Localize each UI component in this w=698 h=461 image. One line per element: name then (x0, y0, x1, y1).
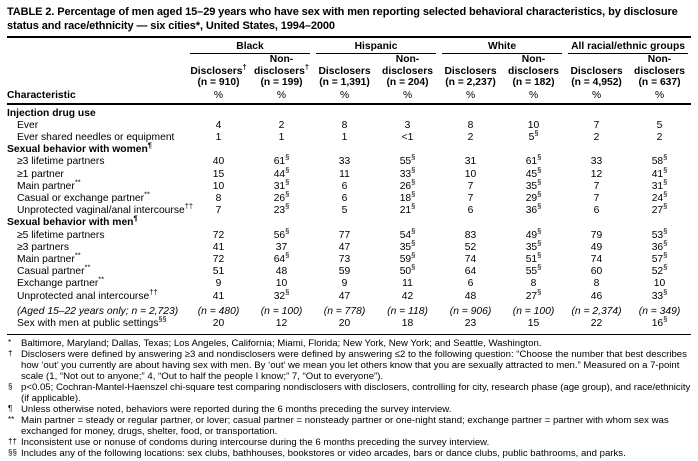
spacer-cell (7, 38, 187, 54)
value-cell: 41 (212, 241, 225, 253)
value-cell: 79 (590, 229, 603, 241)
data-row (7, 318, 691, 330)
row-label: ≥1 partner (17, 168, 64, 180)
column-group-header: All racial/ethnic groups (565, 38, 691, 54)
footnote (7, 349, 691, 382)
value-cell: 6 (593, 205, 600, 217)
value-cell: 48 (275, 266, 288, 278)
value-cell: 6 (467, 278, 474, 290)
data-table (7, 38, 691, 330)
value-cell: 55§ (525, 262, 542, 278)
value-cell: 51 (212, 266, 225, 278)
footnote-symbol: §§ (8, 448, 17, 458)
column-group-header: Black (187, 38, 313, 54)
value-cell: 72 (212, 253, 225, 265)
note-row (7, 303, 691, 318)
value-cell: (n = 906) (449, 305, 492, 317)
characteristic-header: Characteristic (7, 89, 187, 104)
footnote-text: Includes any of the following locations: sex clubs, bathhouses, bookstores or video arcades, bars or dance clubs, public bathrooms, and parks. (21, 448, 626, 460)
value-cell: 7 (593, 180, 600, 192)
value-cell: 6 (341, 192, 348, 204)
value-cell: 49§ (525, 226, 542, 241)
row-label: Main partner** (17, 177, 81, 192)
value-cell: 9 (215, 278, 222, 290)
column-group-header: Hispanic (313, 38, 439, 54)
value-cell: 7 (467, 180, 474, 192)
column-header: Disclosers (n = 1,391) (318, 65, 371, 88)
row-label: Ever shared needles or equipment (17, 131, 175, 143)
value-cell: 8 (215, 192, 222, 204)
value-cell: 16§ (651, 314, 668, 329)
value-cell: 40 (212, 156, 225, 168)
value-cell: 52 (464, 241, 477, 253)
data-row (7, 230, 691, 242)
value-cell: 31 (464, 156, 477, 168)
section-row (7, 104, 691, 120)
section-label: Injection drug use (7, 107, 96, 119)
value-cell: 6 (467, 205, 474, 217)
value-cell: 10 (275, 278, 288, 290)
value-cell: 42 (401, 290, 414, 302)
footnote-symbol: ** (8, 415, 15, 425)
section-row (7, 144, 691, 156)
data-row (7, 266, 691, 278)
value-cell: 15 (527, 317, 540, 329)
value-cell: 21§ (399, 201, 416, 217)
value-cell: 59 (338, 266, 351, 278)
footnote (7, 437, 691, 448)
value-cell: 27§ (651, 201, 668, 217)
footnote-text: p<0.05; Cochran-Mantel-Haenszel chi-square test comparing nondisclosers with disclosers, controlling for city, research phase (age group), and race/ethnicity (if applicable). (21, 382, 691, 405)
value-cell: 20 (338, 317, 351, 329)
subcolumn-header-row (7, 54, 691, 89)
value-cell: 7 (593, 192, 600, 204)
footnote (7, 415, 691, 437)
value-cell: 50§ (399, 262, 416, 278)
value-cell: (n = 100) (512, 305, 555, 317)
footnote-symbol: * (8, 338, 12, 348)
footnote (7, 448, 691, 459)
value-cell: 47 (338, 290, 351, 302)
value-cell: 48 (464, 290, 477, 302)
value-cell: (n = 480) (197, 305, 240, 317)
footnote (7, 404, 691, 415)
value-cell: 8 (530, 278, 537, 290)
value-cell: 3 (404, 119, 411, 131)
value-cell: 31§ (651, 177, 668, 192)
row-label: Ever (17, 119, 39, 131)
value-cell: 61§ (273, 152, 290, 168)
value-cell: 9 (341, 278, 348, 290)
column-header: Non- disclosers (n = 204) (382, 54, 433, 88)
value-cell: 77 (338, 229, 351, 241)
row-label: ≥3 lifetime partners (17, 156, 105, 168)
value-cell: 31§ (273, 177, 290, 192)
value-cell: 33§ (399, 165, 416, 180)
value-cell: 18§ (399, 189, 416, 204)
value-cell: 36§ (651, 238, 668, 253)
value-cell: 15 (212, 168, 225, 180)
percent-header: % (250, 89, 313, 104)
table-title: TABLE 2. Percentage of men aged 15–29 years who have sex with men reporting selected behavioral characteristics, by disclosure status and race/ethnicity — six cities*, United States, 1994–2000 (7, 6, 678, 32)
value-cell: 56§ (273, 226, 290, 241)
footnotes (7, 334, 691, 459)
value-cell: <1 (401, 131, 414, 143)
section-label: Sexual behavior with women¶ (7, 140, 152, 156)
percent-header: % (376, 89, 439, 104)
value-cell: 11 (339, 168, 350, 180)
value-cell: 74 (464, 253, 477, 265)
value-cell: 46 (590, 290, 603, 302)
value-cell: (n = 778) (323, 305, 366, 317)
footnote (7, 382, 691, 404)
footnote-symbol: § (8, 382, 13, 392)
value-cell: 2 (467, 131, 474, 143)
value-cell: 41§ (651, 165, 668, 180)
value-cell: 35§ (525, 177, 542, 192)
data-row (7, 193, 691, 205)
percent-header: % (565, 89, 628, 104)
value-cell: 33§ (651, 287, 668, 302)
value-cell: 47 (338, 241, 351, 253)
section-row (7, 217, 691, 229)
row-label: Casual or exchange partner** (17, 189, 150, 204)
value-cell: 10 (212, 180, 225, 192)
data-row (7, 278, 691, 290)
data-row (7, 254, 691, 266)
value-cell: 1 (215, 131, 222, 143)
footnote-text: Inconsistent use or nonuse of condoms during intercourse during the 6 months preceding the survey interview. (21, 437, 490, 449)
value-cell: 1 (341, 131, 348, 143)
column-header: Non- disclosers (n = 182) (508, 54, 559, 88)
value-cell: 61§ (525, 152, 542, 168)
section-label: Sexual behavior with men¶ (7, 213, 138, 229)
row-label: (Aged 15–22 years only; n = 2,723) (17, 305, 179, 317)
row-label: Unprotected anal intercourse†† (17, 287, 158, 302)
value-cell: 52§ (651, 262, 668, 278)
value-cell: 54§ (399, 226, 416, 241)
data-row (7, 291, 691, 303)
footnote-text: Unless otherwise noted, behaviors were reported during the 6 months preceding the survey interview. (21, 404, 452, 416)
value-cell: 12 (590, 168, 603, 180)
value-cell: 33 (590, 156, 603, 168)
column-group-header: White (439, 38, 565, 54)
table-header (7, 38, 691, 104)
value-cell: 64§ (273, 250, 290, 265)
value-cell: 20 (212, 317, 225, 329)
column-header: Disclosers (n = 4,952) (570, 65, 623, 88)
value-cell: 26§ (273, 189, 290, 204)
footnote-text: Disclosers were defined by answering ≥3 and nondisclosers were defined by answering ≤2 to the following question: “Choose the number that best describes how ‘out’ you currently are about having sex with men. By ‘out’ we mean you let others know that you are sexually attracted to men.” Measured on a 7-point scale (1, “Not out to anyone;” 4, “Out to half the people I know;” 7, “Out to everyone”). (21, 349, 687, 383)
data-row (7, 156, 691, 168)
row-label: Casual partner** (17, 262, 91, 278)
data-row (7, 132, 691, 144)
column-header: Non- disclosers† (n = 199) (253, 54, 310, 88)
value-cell: 10 (464, 168, 477, 180)
value-cell: 8 (593, 278, 600, 290)
column-header: Non- disclosers (n = 637) (634, 54, 685, 88)
value-cell: 36§ (525, 201, 542, 217)
percent-header: % (628, 89, 691, 104)
value-cell: 7 (215, 205, 222, 217)
row-label: Unprotected vaginal/anal intercourse†† (17, 201, 194, 217)
value-cell: 27§ (525, 287, 542, 302)
table-body (7, 104, 691, 331)
value-cell: (n = 349) (638, 305, 681, 317)
value-cell: 33 (338, 156, 351, 168)
value-cell: 72 (212, 229, 225, 241)
data-row (7, 169, 691, 181)
value-cell: 60 (590, 266, 603, 278)
row-label: Sex with men at public settings§§ (17, 314, 167, 329)
value-cell: 37 (275, 241, 288, 253)
value-cell: 22 (590, 317, 603, 329)
value-cell: 5 (341, 205, 348, 217)
value-cell: 26§ (399, 177, 416, 192)
value-cell: 29§ (525, 189, 542, 204)
value-cell: 2 (656, 131, 663, 143)
value-cell: 73 (338, 253, 351, 265)
value-cell: 35§ (525, 238, 542, 253)
column-header: Disclosers (n = 2,237) (444, 65, 497, 88)
value-cell: 32§ (273, 287, 290, 302)
value-cell: (n = 100) (260, 305, 303, 317)
footnote-symbol: †† (8, 437, 17, 447)
column-header: Disclosers† (n = 910) (190, 62, 247, 88)
value-cell: 7 (593, 119, 600, 131)
value-cell: 5§ (528, 128, 539, 143)
percent-header: % (313, 89, 376, 104)
value-cell: 53§ (651, 226, 668, 241)
row-label: ≥5 lifetime partners (17, 229, 105, 241)
value-cell: 83 (464, 229, 477, 241)
value-cell: 23 (464, 317, 477, 329)
value-cell: 12 (275, 317, 288, 329)
value-cell: 24§ (651, 189, 668, 204)
value-cell: 2 (593, 131, 600, 143)
value-cell: 1 (278, 131, 285, 143)
value-cell: 55§ (399, 152, 416, 168)
footnote-symbol: † (8, 349, 13, 359)
unit-row (7, 89, 691, 104)
value-cell: 23§ (273, 201, 290, 217)
footnote-symbol: ¶ (8, 404, 13, 414)
percent-header: % (187, 89, 250, 104)
value-cell: 10 (527, 119, 540, 131)
value-cell: 8 (341, 119, 348, 131)
percent-header: % (439, 89, 502, 104)
value-cell: 35§ (399, 238, 416, 253)
footnote-text: Main partner = steady or regular partner, or lover; casual partner = nonsteady partner or one-night stand; exchange partner = partner with whom sex was exchanged for money, drugs, shelter, food, or transportation. (21, 415, 669, 438)
value-cell: 5 (656, 119, 663, 131)
value-cell: 44§ (273, 165, 290, 180)
row-label: Exchange partner** (17, 274, 105, 290)
value-cell: 8 (467, 119, 474, 131)
spacer-cell (7, 54, 187, 89)
value-cell: (n = 2,374) (571, 305, 622, 317)
value-cell: 7 (467, 192, 474, 204)
footnote (7, 338, 691, 349)
data-row (7, 205, 691, 217)
data-row (7, 242, 691, 254)
value-cell: 74 (590, 253, 603, 265)
value-cell: 18 (401, 317, 414, 329)
value-cell: 41 (212, 290, 225, 302)
value-cell: 6 (341, 180, 348, 192)
value-cell: 10 (653, 278, 666, 290)
data-row (7, 120, 691, 132)
footnote-text: Baltimore, Maryland; Dallas, Texas; Los Angeles, California; Miami, Florida; New York, New York; and Seattle, Washington. (21, 338, 542, 350)
value-cell: 59§ (399, 250, 416, 265)
value-cell: 51§ (525, 250, 542, 265)
value-cell: (n = 118) (387, 305, 428, 317)
value-cell: 57§ (651, 250, 668, 265)
value-cell: 58§ (651, 152, 668, 168)
value-cell: 11 (402, 278, 413, 290)
group-header-row (7, 38, 691, 54)
value-cell: 4 (215, 119, 222, 131)
value-cell: 2 (278, 119, 285, 131)
data-row (7, 181, 691, 193)
value-cell: 64 (464, 266, 477, 278)
value-cell: 49 (590, 241, 603, 253)
percent-header: % (502, 89, 565, 104)
value-cell: 45§ (525, 165, 542, 180)
row-label: ≥3 partners (17, 241, 70, 253)
row-label: Main partner** (17, 250, 81, 265)
